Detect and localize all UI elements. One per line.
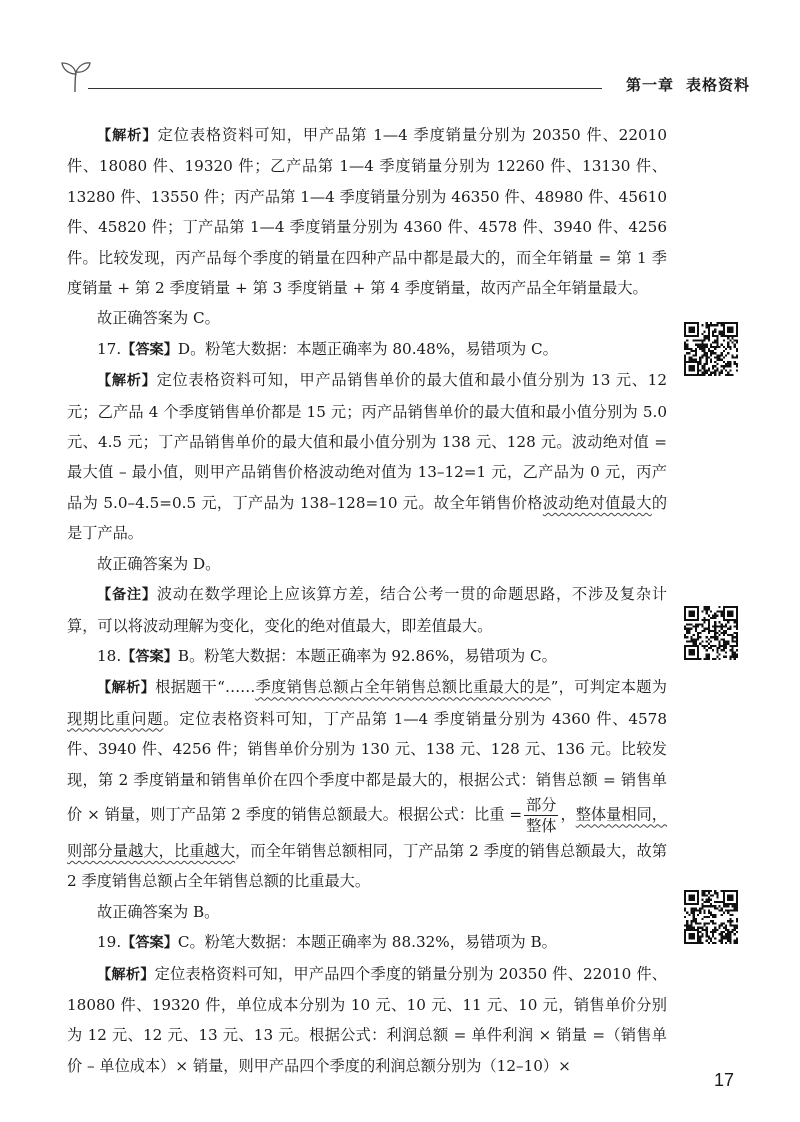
analysis-paragraph-18: 【解析】根据题干“……季度销售总额占全年销售总额比重最大的是”，可判定本题为现期比重问题。定位表格资料可知，丁产品第 1—4 季度销量分别为 4360 件、4578 件、3940 件、4256 件；销售单价分别为 130 元、138 元、128 元、136 元。比较发现，第 2 季度销量和销售单价在四个季度中都是最大的，根据公式：销售总额 = 销售单价 × 销量，则丁产品第 2 季度的销售总额最大。根据公式：比重 = $\frac{\text{部分}}{\text{整体}}$ ，整体量相同，则部分量越大，比重越大，而全年销售总额相同，丁产品第 2 季度的销售总额最大，故第 2 季度销售总额占全年销售总额的比重最大。: [67, 678, 668, 891]
sprout-icon: [58, 60, 92, 94]
answer-17: 17.【答案】D。粉笔大数据：本题正确率为 80.48%，易错项为 C。: [97, 339, 558, 358]
answer-19: 19.【答案】C。粉笔大数据：本题正确率为 88.32%，易错项为 B。: [97, 933, 557, 952]
chapter-title: 表格资料: [685, 76, 750, 94]
analysis-paragraph-17: 【解析】定位表格资料可知，甲产品销售单价的最大值和最小值分别为 13 元、12 元；乙产品 4 个季度销售单价都是 15 元；丙产品销售单价的最大值和最小值分别为 5.0 元、4.5 元；丁产品销售单价的最大值和最小值分别为 138 元、128 元。波动绝对值 = 最大值 – 最小值，则甲产品销售价格波动绝对值为 13–12=1 元，乙产品为 0 元，丙产品为 5.0–4.5=0.5 元，丁产品为 138–128=10 元。故全年销售价格波动绝对值最大的是丁产品。: [67, 371, 667, 543]
page-number: 17: [713, 1070, 734, 1090]
analysis-paragraph-19: 【解析】定位表格资料可知，甲产品四个季度的销量分别为 20350 件、22010 件、18080 件、19320 件，单位成本分别为 10 元、10 元、11 元、10 元，销售单价分别为 12 元、12 元、13 元、13 元。根据公式：利润总额 = 单件利润 × 销量 =（销售单价 – 单位成本）× 销量，则甲产品四个季度的利润总额分别为（12–10）×: [67, 964, 667, 1075]
qr-code-icon[interactable]: [684, 322, 738, 376]
analysis-tag: 【解析】: [97, 128, 158, 144]
conclusion-16: 故正确答案为 C。: [97, 309, 220, 328]
note-17: 【备注】波动在数学理论上应该算方差，结合公考一贯的命题思路，不涉及复杂计算，可以将波动理解为变化，变化的绝对值最大，即差值最大。: [67, 585, 667, 635]
conclusion-17: 故正确答案为 D。: [97, 554, 221, 573]
page-header: [58, 58, 750, 98]
conclusion-18: 故正确答案为 B。: [97, 902, 220, 921]
page-content: [67, 120, 667, 1081]
chapter-label: 第一章: [625, 76, 674, 94]
header-rule: [88, 88, 602, 89]
chapter-heading: [626, 74, 750, 95]
ratio-fraction: $\frac{\text{部分}}{\text{整体}}$: [526, 795, 557, 835]
qr-code-icon[interactable]: [684, 890, 738, 944]
analysis-paragraph-16: 【解析】定位表格资料可知，甲产品第 1—4 季度销量分别为 20350 件、22010 件、18080 件、19320 件；乙产品第 1—4 季度销量分别为 12260 件、13130 件、13280 件、13550 件；丙产品第 1—4 季度销量分别为 46350 件、48980 件、45610 件、45820 件；丁产品第 1—4 季度销量分别为 4360 件、4578 件、3940 件、4256 件。比较发现，丙产品每个季度的销量在四种产品中都是最大的，而全年销量 = 第 1 季度销量 + 第 2 季度销量 + 第 3 季度销量 + 第 4 季度销量，故丙产品全年销量最大。: [67, 126, 667, 298]
answer-18: 18.【答案】B。粉笔大数据：本题正确率为 92.86%，易错项为 C。: [97, 646, 557, 665]
qr-code-icon[interactable]: [684, 606, 738, 660]
